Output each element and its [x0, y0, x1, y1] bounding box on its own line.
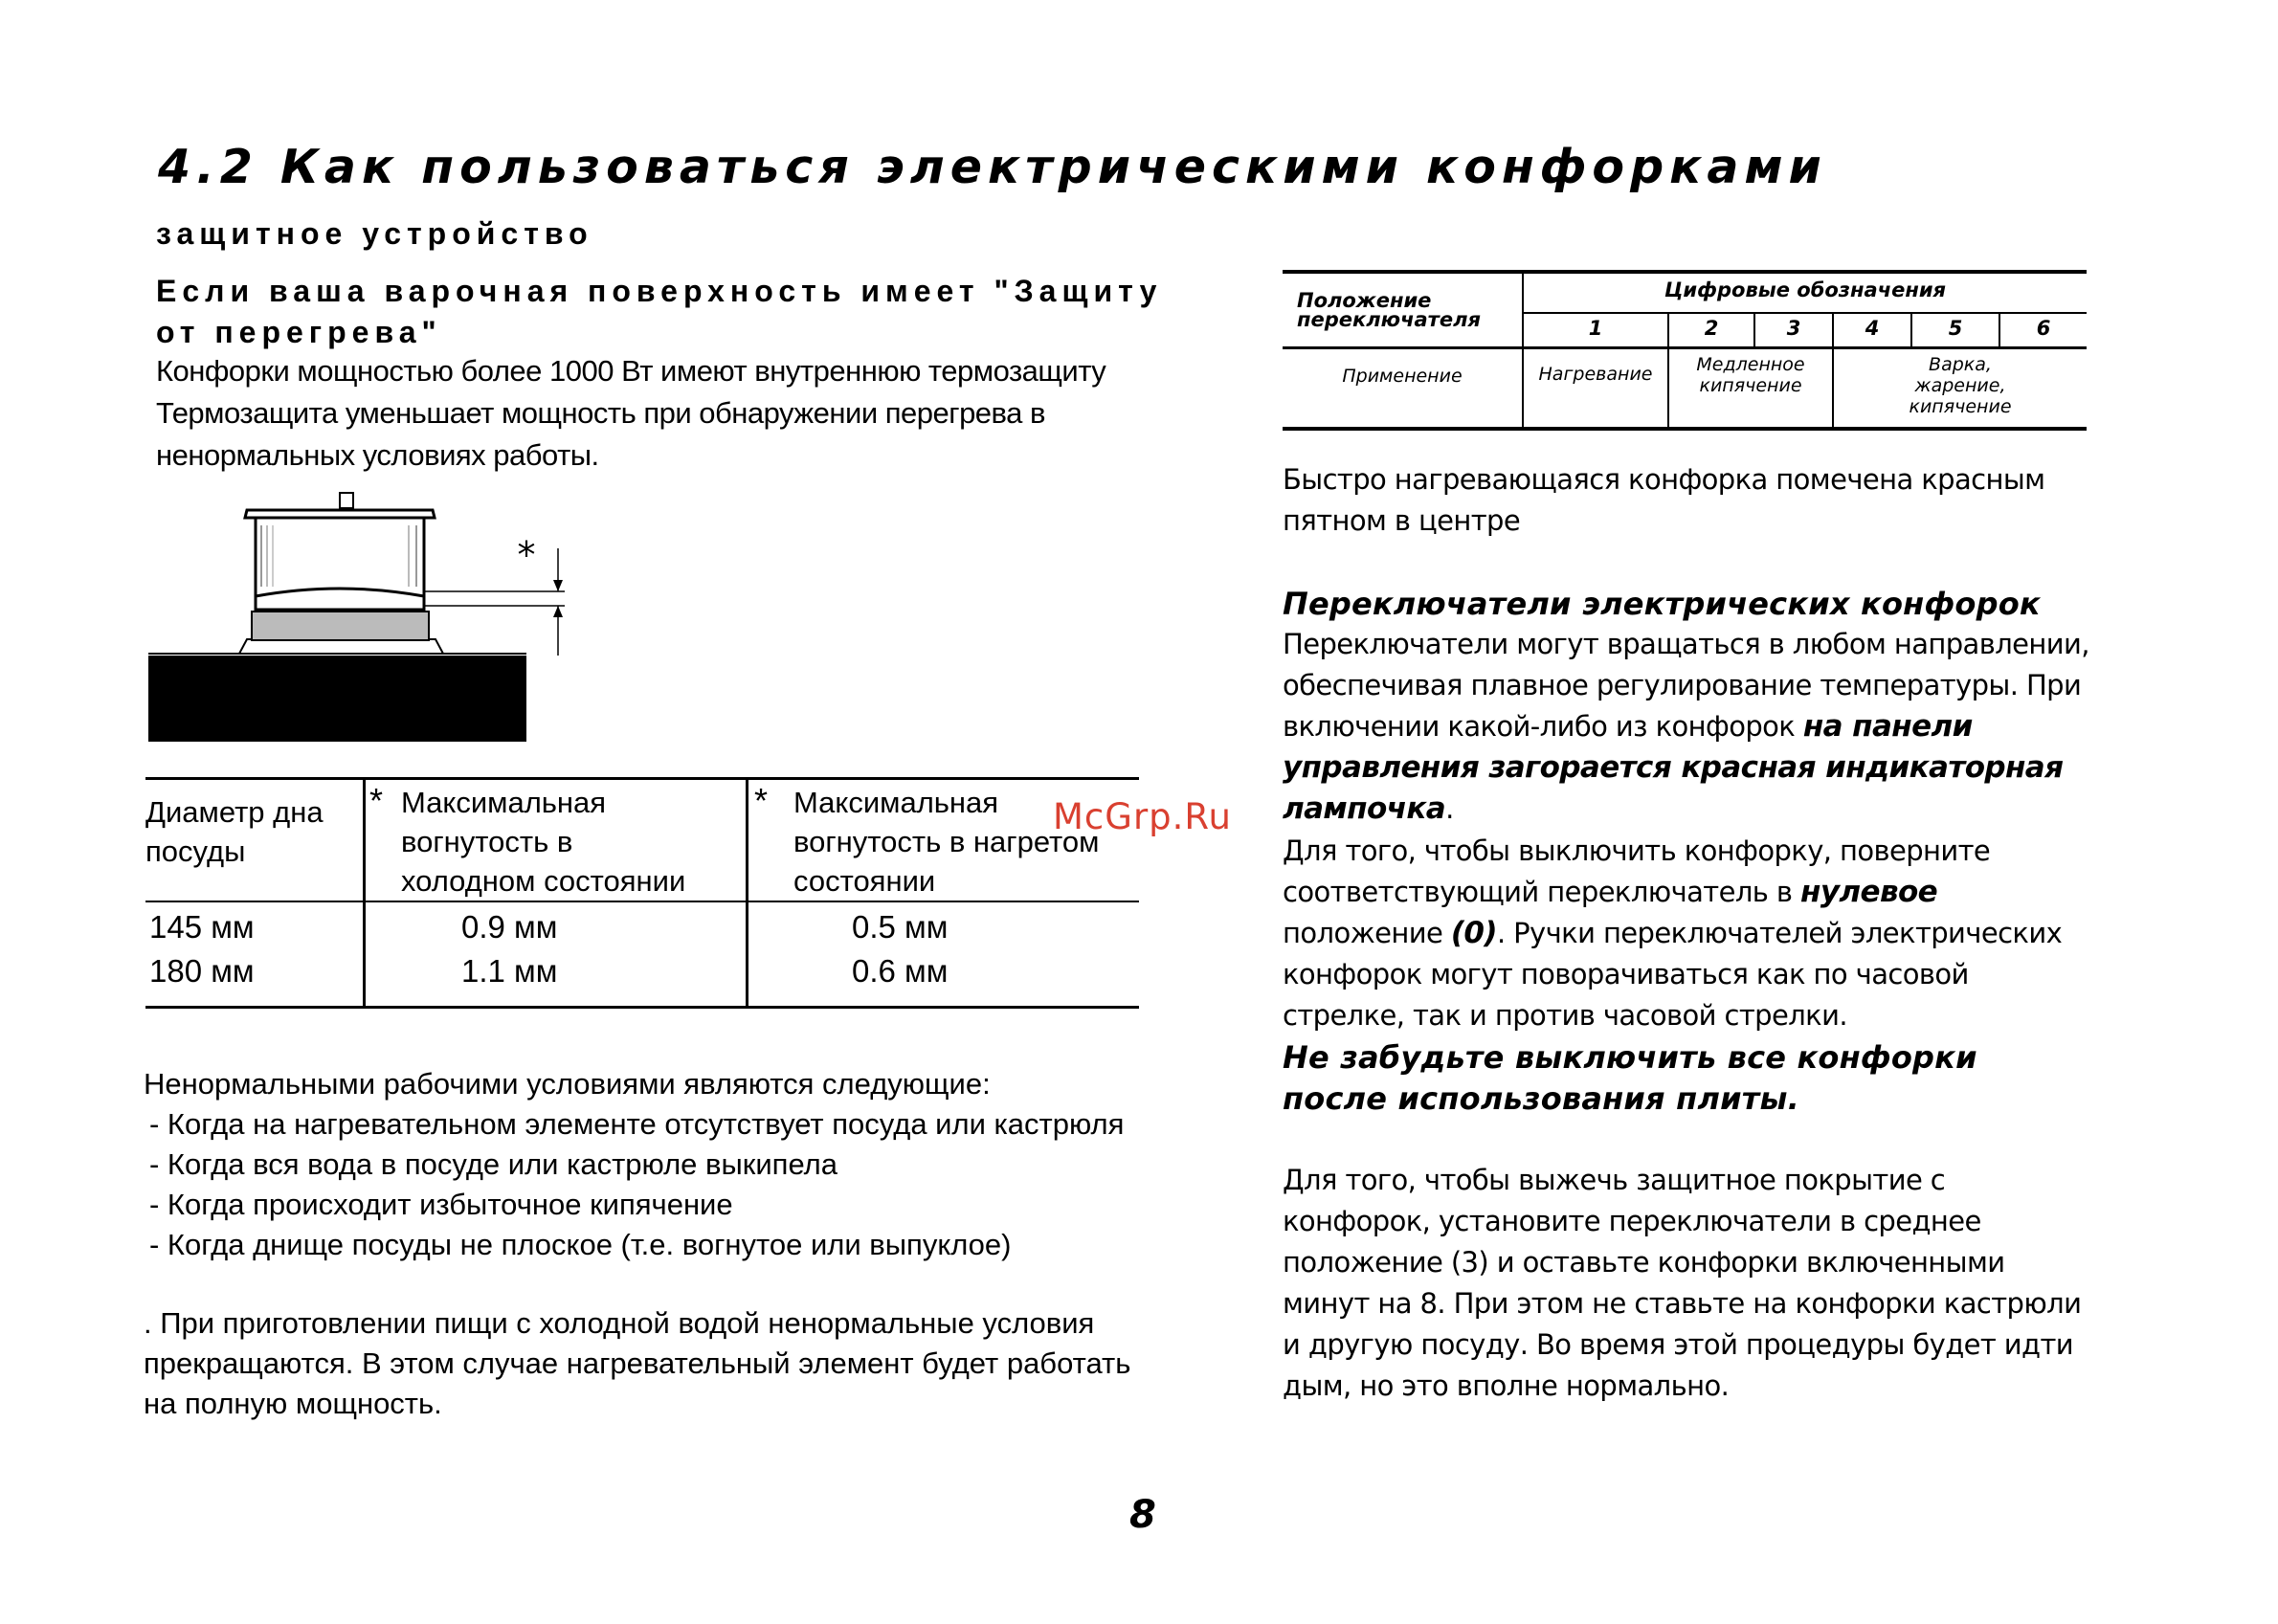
- number-5: 5: [1948, 317, 1963, 340]
- turn-off-warning: Не забудьте выключить все конфорки после использования плиты.: [1283, 1039, 1977, 1117]
- switches-heading: Переключатели электрических конфорок: [1283, 586, 2041, 622]
- zero-position-emphasis: нулевое: [1800, 875, 1938, 909]
- table-cell-diameter: 180 мм: [149, 953, 255, 989]
- switches-paragraph-2: Для того, чтобы выключить конфорку, поверните соответствующий переключатель в нулевое положение (0). Ручки переключателей электрических конфорок могут поворачиваться как по часовой стрелке, так и против часовой стрелки.: [1283, 834, 2063, 1032]
- col-header-asterisk: *: [369, 781, 384, 820]
- table-rule-bottom: [1283, 427, 2087, 431]
- table-rule-header: [145, 901, 1139, 902]
- table-cell-hot: 0.5 мм: [852, 909, 949, 945]
- cooking-cell: Варка, жарение, кипячение: [1909, 354, 2012, 417]
- digital-label: Цифровые обозначения: [1664, 278, 1947, 301]
- intro-paragraph: [156, 350, 1190, 477]
- table-rule-top: [145, 777, 1139, 780]
- page-number: 8: [1129, 1493, 1156, 1537]
- abnormal-conditions: [144, 1064, 1216, 1265]
- list-item: - Когда на нагревательном элементе отсутствует посуда или кастрюля: [149, 1107, 1125, 1141]
- page-title: 4.2 Как пользоваться электрическими конфорками: [158, 140, 1827, 194]
- col-header-diameter: Диаметр дна посуды: [145, 795, 324, 868]
- col-header-hot: Максимальная вогнутость в нагретом состоянии: [793, 786, 1100, 898]
- concavity-table: [145, 777, 1139, 1009]
- section-subtitle: защитное устройство: [156, 216, 593, 251]
- table-rule-bottom: [145, 1006, 1139, 1009]
- list-item: - Когда днище посуды не плоское (т.е. вогнутое или выпуклое): [149, 1228, 1012, 1261]
- protection-heading: Если ваша варочная поверхность имеет "Защиту от перегрева": [156, 274, 1163, 349]
- burn-off-paragraph: Для того, чтобы выжечь защитное покрытие с конфорок, установите переключатели в среднее положение (3) и оставьте конфорки включенными минут на 8. При этом не ставьте на конфорки кастрюли и другую посуду. Во время этой процедуры будет идти дым, но это вполне нормально.: [1283, 1164, 2082, 1402]
- intro-line: Конфорки мощностью более 1000 Вт имеют внутреннюю термозащиту: [156, 354, 1106, 388]
- indicator-lamp-emphasis: на панели управления загорается красная индикаторная лампочка: [1283, 709, 2064, 826]
- col-header-cold: Максимальная вогнутость в холодном состоянии: [401, 786, 686, 898]
- number-1: 1: [1588, 317, 1603, 340]
- list-item: - Когда происходит избыточное кипячение: [149, 1188, 733, 1221]
- number-4: 4: [1865, 317, 1880, 340]
- table-cell-cold: 0.9 мм: [461, 909, 558, 945]
- red-spot-note: Быстро нагревающаяся конфорка помечена красным пятном в центре: [1283, 463, 2045, 537]
- switch-position-table: [1283, 270, 2087, 431]
- table-rule-top: [1283, 270, 2087, 274]
- diagram-asterisk: *: [517, 534, 536, 576]
- heating-cell: Нагревание: [1538, 364, 1653, 385]
- table-rule-header: [1283, 346, 2087, 349]
- table-cell-diameter: 145 мм: [149, 909, 255, 945]
- list-item: - Когда вся вода в посуде или кастрюле выкипела: [149, 1147, 838, 1181]
- table-cell-hot: 0.6 мм: [852, 953, 949, 989]
- table-col-divider: [746, 777, 748, 1009]
- abnormal-intro: Ненормальными рабочими условиями являются следующие:: [144, 1067, 991, 1101]
- intro-line: ненормальных условиях работы.: [156, 438, 599, 472]
- position-label: Положение переключателя: [1297, 289, 1481, 331]
- application-label: Применение: [1342, 366, 1463, 387]
- switches-paragraph-1: Переключатели могут вращаться в любом направлении, обеспечивая плавное регулирование температуры. При включении какой-либо из конфорок на панели управления загорается красная индикаторная лампочка.: [1283, 628, 2089, 826]
- col-header-asterisk: *: [754, 781, 769, 820]
- cold-water-note: . При приготовлении пищи с холодной водой ненормальные условия прекращаются. В этом случае нагревательный элемент будет работать на полную мощность.: [144, 1306, 1131, 1420]
- zero-symbol-emphasis: (0): [1450, 916, 1497, 950]
- number-2: 2: [1704, 317, 1719, 340]
- slow-boil-cell: Медленное кипячение: [1696, 354, 1805, 396]
- abnormal-list: [144, 1104, 1216, 1265]
- table-cell-cold: 1.1 мм: [461, 953, 558, 989]
- number-3: 3: [1786, 317, 1801, 340]
- pot-on-hob-diagram: [148, 483, 570, 742]
- table-rule: [1522, 312, 2087, 314]
- number-6: 6: [2036, 317, 2051, 340]
- intro-line: Термозащита уменьшает мощность при обнаружении перегрева в: [156, 396, 1045, 430]
- watermark: McGrp.Ru: [1053, 796, 1232, 837]
- table-col-divider: [363, 777, 366, 1009]
